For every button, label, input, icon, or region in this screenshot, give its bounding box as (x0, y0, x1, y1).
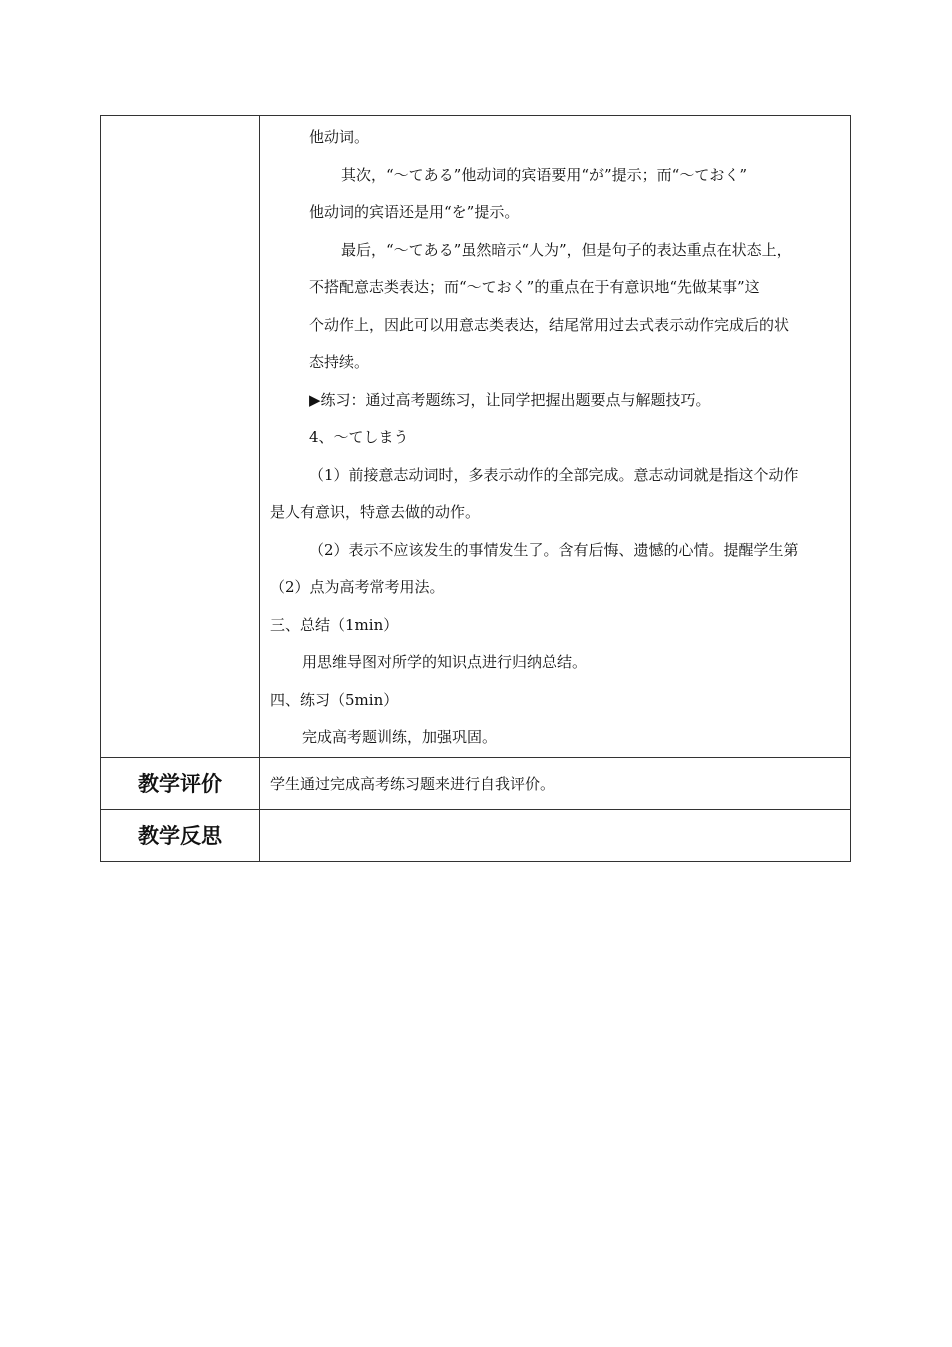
content-line: 4、～てしまう (309, 428, 409, 446)
content-line: 态持续。 (309, 353, 370, 371)
lesson-plan-table (100, 115, 851, 862)
content-line: （2）点为高考常考用法。 (270, 578, 445, 596)
content-line: （1）前接意志动词时，多表示动作的全部完成。意志动词就是指这个动作 (309, 465, 799, 484)
content-line: 用思维导图对所学的知识点进行归纳总结。 (302, 653, 588, 671)
process-label-cell (101, 116, 260, 758)
content-line: 个动作上，因此可以用意志类表达，结尾常用过去式表示动作完成后的状 (309, 315, 790, 334)
content-line: （2）表示不应该发生的事情发生了。含有后悔、遗憾的心情。提醒学生第 (309, 540, 799, 559)
content-line: 不搭配意志类表达；而“～ておく”的重点在于有意识地“先做某事”这 (309, 278, 760, 296)
content-line: 是人有意识，特意去做的动作。 (270, 503, 481, 521)
reflection-text (260, 809, 851, 861)
content-line: 他动词。 (309, 128, 370, 146)
section-heading-summary: 三、总结（1min） (270, 615, 399, 634)
content-line: 他动词的宾语还是用“を”提示。 (309, 203, 520, 221)
reflection-row (101, 809, 851, 861)
content-line: 完成高考题训练，加强巩固。 (302, 728, 498, 746)
evaluation-text: 学生通过完成高考练习题来进行自我评价。 (260, 757, 851, 809)
evaluation-row (101, 757, 851, 809)
section-heading-practice: 四、练习（5min） (270, 690, 399, 709)
reflection-label: 教学反思 (101, 809, 260, 861)
content-line: 最后，“～てある”虽然暗示“人为”，但是句子的表达重点在状态上， (341, 240, 792, 259)
process-content-cell (260, 116, 851, 758)
evaluation-label: 教学评价 (101, 757, 260, 809)
process-row (101, 116, 851, 758)
content-line: 其次，“～てある”他动词的宾语要用“が”提示；而“～ておく” (341, 165, 748, 184)
content-line: ▶练习：通过高考题练习，让同学把握出题要点与解题技巧。 (309, 390, 711, 409)
